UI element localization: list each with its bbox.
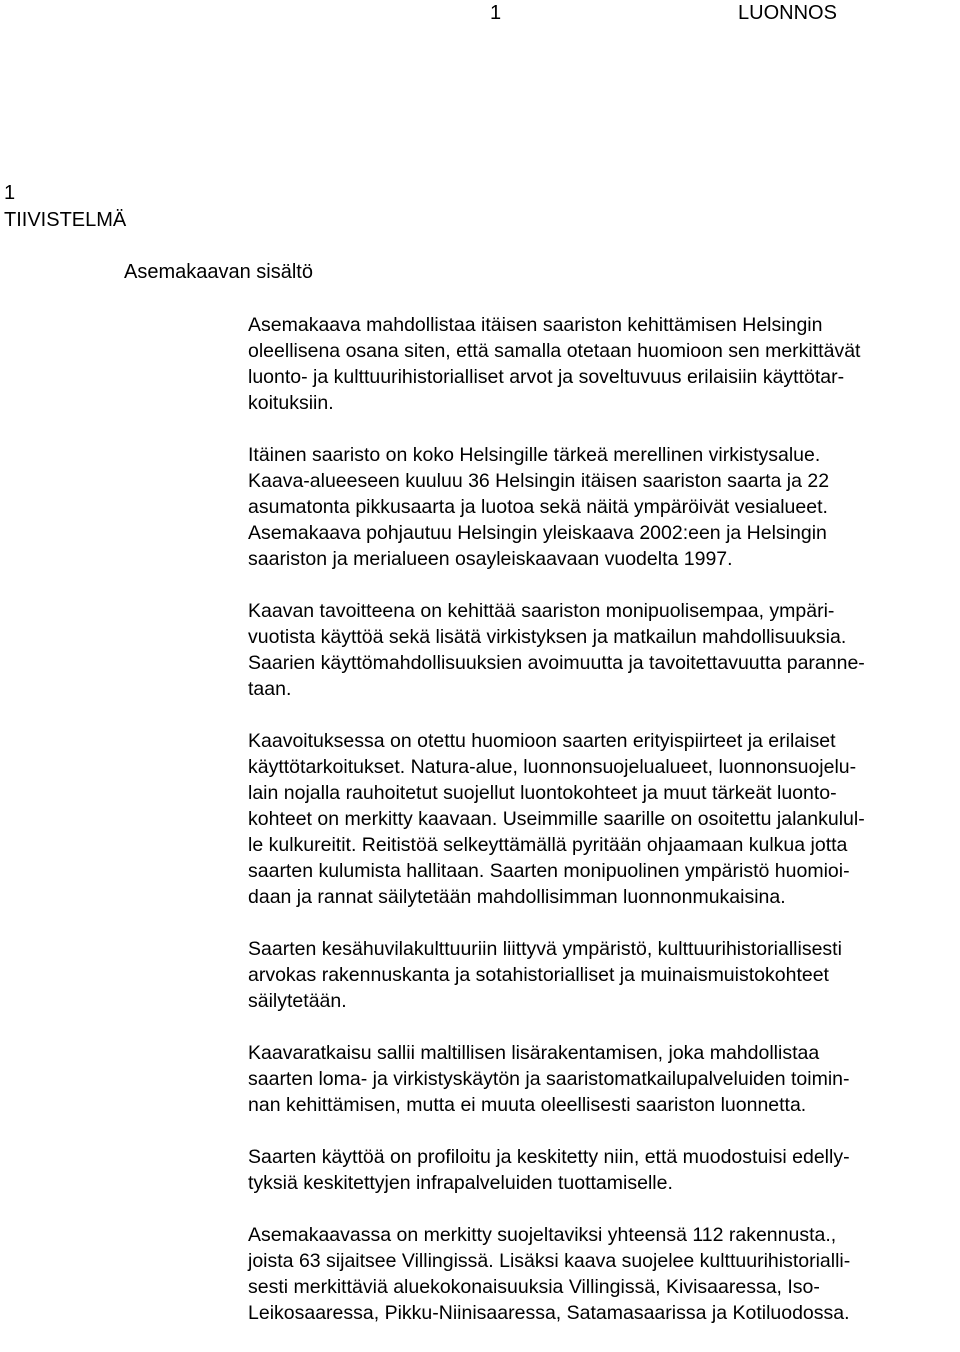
paragraph-line: sesti merkittäviä aluekokonaisuuksia Villingissä, Kivisaaressa, Iso- bbox=[248, 1276, 820, 1298]
paragraph-line: Kaavaratkaisu sallii maltillisen lisärakentamisen, joka mahdollistaa bbox=[248, 1042, 820, 1064]
paragraph bbox=[248, 1144, 960, 1196]
paragraph bbox=[248, 1040, 960, 1118]
paragraph-line: Saarten käyttöä on profiloitu ja keskitetty niin, että muodostuisi edelly- bbox=[248, 1146, 850, 1168]
paragraph-line: koituksiin. bbox=[248, 392, 334, 414]
paragraph-line: tyksiä keskitettyjen infrapalveluiden tuottamiselle. bbox=[248, 1172, 673, 1194]
paragraph-line: joista 63 sijaitsee Villingissä. Lisäksi kaava suojelee kulttuurihistorialli- bbox=[248, 1250, 851, 1272]
paragraph-line: taan. bbox=[248, 678, 292, 700]
paragraph-line: lain nojalla rauhoitetut suojellut luontokohteet ja muut tärkeät luonto- bbox=[248, 782, 837, 804]
paragraph-line: luonto- ja kulttuurihistorialliset arvot ja soveltuvuus erilaisiin käyttötar- bbox=[248, 366, 845, 388]
paragraph-line: daan ja rannat säilytetään mahdollisimman luonnonmukaisina. bbox=[248, 886, 786, 908]
paragraph-line: Asemakaava pohjautuu Helsingin yleiskaava 2002:een ja Helsingin bbox=[248, 522, 827, 544]
section-number: 1 bbox=[4, 182, 16, 204]
paragraph-line: kohteet on merkitty kaavaan. Useimmille saarille on osoitettu jalankulul- bbox=[248, 808, 865, 830]
paragraph-line: saarten loma- ja virkistyskäytön ja saaristomatkailupalveluiden toimin- bbox=[248, 1068, 850, 1090]
paragraph bbox=[248, 598, 960, 702]
paragraph-line: Kaava-alueeseen kuuluu 36 Helsingin itäisen saariston saarta ja 22 bbox=[248, 470, 830, 492]
paragraph-line: Saarten kesähuvilakulttuuriin liittyvä ympäristö, kulttuurihistoriallisesti bbox=[248, 938, 842, 960]
paragraph-line: Kaavan tavoitteena on kehittää saariston monipuolisempaa, ympäri- bbox=[248, 600, 835, 622]
paragraph-line: Asemakaavassa on merkitty suojeltaviksi yhteensä 112 rakennusta., bbox=[248, 1224, 837, 1246]
paragraph-line: Saarien käyttömahdollisuuksien avoimuutta ja tavoitettavuutta paranne- bbox=[248, 652, 865, 674]
paragraph bbox=[248, 1222, 960, 1326]
paragraph-line: Kaavoituksessa on otettu huomioon saarten erityispiirteet ja erilaiset bbox=[248, 730, 836, 752]
draft-status-label: LUONNOS bbox=[738, 2, 837, 24]
section-title: TIIVISTELMÄ bbox=[4, 209, 127, 231]
paragraph-line: saariston ja merialueen osayleiskaavaan vuodelta 1997. bbox=[248, 548, 733, 570]
paragraph-line: oleellisena osana siten, että samalla otetaan huomioon sen merkittävät bbox=[248, 340, 861, 362]
paragraph-line: arvokas rakennuskanta ja sotahistorialliset ja muinaismuistokohteet bbox=[248, 964, 829, 986]
paragraph bbox=[248, 936, 960, 1014]
paragraph-line: käyttötarkoitukset. Natura-alue, luonnonsuojelualueet, luonnonsuojelu- bbox=[248, 756, 857, 778]
paragraph-line: Itäinen saaristo on koko Helsingille tärkeä merellinen virkistysalue. bbox=[248, 444, 821, 466]
paragraph-line: säilytetään. bbox=[248, 990, 347, 1012]
paragraph-line: vuotista käyttöä sekä lisätä virkistyksen ja matkailun mahdollisuuksia. bbox=[248, 626, 847, 648]
paragraph bbox=[248, 442, 960, 572]
paragraph bbox=[248, 312, 960, 416]
paragraph-line: Asemakaava mahdollistaa itäisen saariston kehittämisen Helsingin bbox=[248, 314, 823, 336]
paragraph-line: nan kehittämisen, mutta ei muuta oleellisesti saariston luonnetta. bbox=[248, 1094, 807, 1116]
paragraph-line: asumatonta pikkusaarta ja luotoa sekä näitä ympäröivät vesialueet. bbox=[248, 496, 828, 518]
paragraph-line: saarten kulumista hallitaan. Saarten monipuolinen ympäristö huomioi- bbox=[248, 860, 850, 882]
page-number: 1 bbox=[490, 2, 502, 24]
paragraph-line: le kulkureitit. Reitistöä selkeyttämällä pyritään ohjaamaan kulkua jotta bbox=[248, 834, 848, 856]
body-text bbox=[248, 312, 960, 1352]
paragraph-line: Leikosaaressa, Pikku-Niinisaaressa, Satamasaarissa ja Kotiluodossa. bbox=[248, 1302, 850, 1324]
subheading: Asemakaavan sisältö bbox=[124, 261, 313, 283]
paragraph bbox=[248, 728, 960, 910]
